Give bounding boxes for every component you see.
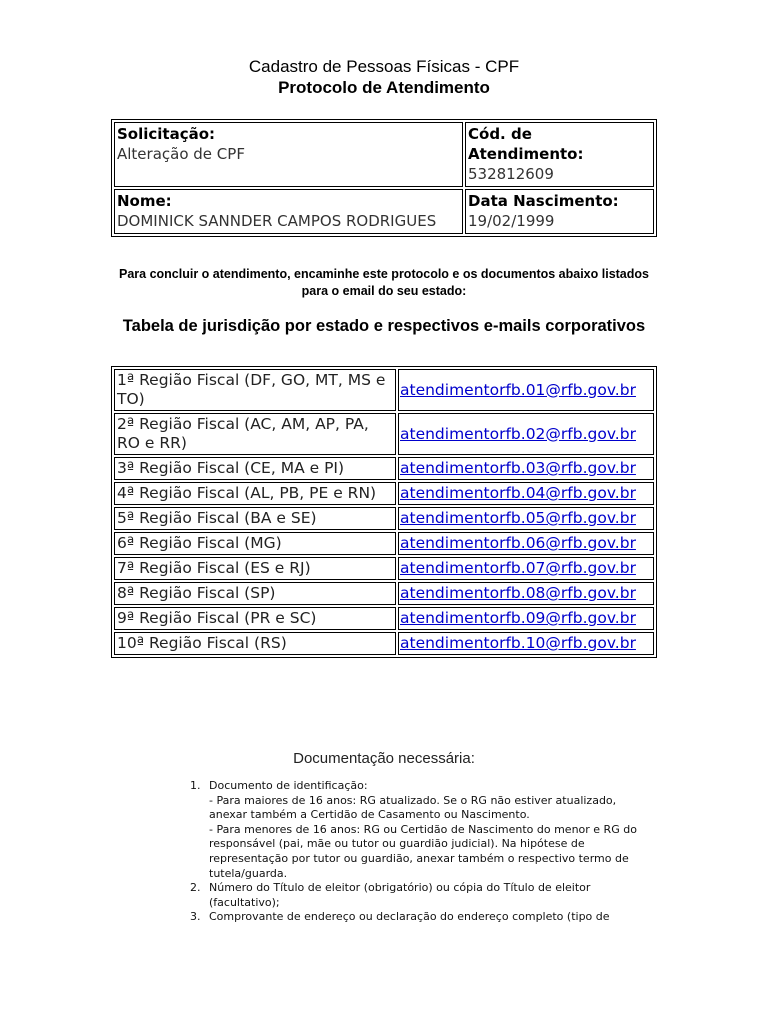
nascimento-value: 19/02/1999 [468,212,555,230]
region-name: 10ª Região Fiscal (RS) [114,632,396,655]
region-email-cell [398,632,654,655]
region-name: 2ª Região Fiscal (AC, AM, AP, PA, RO e RR) [114,413,396,455]
region-name: 8ª Região Fiscal (SP) [114,582,396,605]
region-email-link[interactable]: atendimentorfb.02@rfb.gov.br [400,424,636,443]
region-email-link[interactable]: atendimentorfb.07@rfb.gov.br [400,559,636,577]
region-row [114,369,654,411]
region-row [114,582,654,605]
docs-list [182,779,662,925]
region-email-link[interactable]: atendimentorfb.08@rfb.gov.br [400,584,636,602]
jurisdiction-table-title: Tabela de jurisdição por estado e respectivos e-mails corporativos [122,317,646,335]
docs-item-line: Número do Título de eleitor (obrigatório) ou cópia do Título de eleitor [209,881,591,895]
docs-item-number: 3. [190,910,201,924]
docs-item-line: - Para menores de 16 anos: RG ou Certidão de Nascimento do menor e RG do [209,822,637,836]
docs-item-number: 1. [190,779,201,792]
docs-item-line: Comprovante de endereço ou declaração do endereço completo (tipo de [209,910,610,924]
docs-item [182,779,662,881]
region-row [114,507,654,530]
region-email-cell [398,557,654,580]
region-email-link[interactable]: atendimentorfb.05@rfb.gov.br [400,509,636,527]
region-row [114,457,654,480]
docs-item-line: anexar também a Certidão de Casamento ou Nascimento. [209,808,530,822]
region-name: 7ª Região Fiscal (ES e RJ) [114,557,396,580]
region-email-cell [398,457,654,480]
info-row [114,122,654,187]
solicitacao-cell [114,122,463,187]
docs-item-line: responsável (pai, mãe ou tutor ou guardião judicial). Na hipótese de [209,837,585,851]
jurisdiction-table-body [114,369,654,655]
region-row [114,532,654,555]
region-row [114,482,654,505]
region-name: 9ª Região Fiscal (PR e SC) [114,607,396,630]
region-email-link[interactable]: atendimentorfb.01@rfb.gov.br [400,380,636,399]
nascimento-label: Data Nascimento: [468,192,619,210]
jurisdiction-table [111,366,657,658]
region-email-cell [398,607,654,630]
docs-item [182,881,662,910]
nome-value: DOMINICK SANNDER CAMPOS RODRIGUES [117,212,437,230]
region-row [114,607,654,630]
region-email-link[interactable]: atendimentorfb.06@rfb.gov.br [400,534,636,552]
region-email-cell [398,532,654,555]
docs-item-line: - Para maiores de 16 anos: RG atualizado. Se o RG não estiver atualizado, [209,793,617,807]
docs-item-line: tutela/guarda. [209,866,288,880]
cod-atendimento-label: Cód. de Atendimento: [468,125,584,163]
docs-item-line: Documento de identificação: [209,779,368,792]
docs-title: Documentação necessária: [293,750,475,767]
region-row [114,413,654,455]
region-row [114,632,654,655]
info-row [114,189,654,234]
instructions-text: Para concluir o atendimento, encaminhe este protocolo e os documentos abaixo listados para o email do seu estado: [119,267,649,298]
region-name: 5ª Região Fiscal (BA e SE) [114,507,396,530]
document-header [0,56,768,98]
page-title: Cadastro de Pessoas Físicas - CPF [248,57,520,76]
page-subtitle: Protocolo de Atendimento [278,78,490,97]
region-email-cell [398,582,654,605]
docs-item-number: 2. [190,881,201,895]
solicitacao-label: Solicitação: [117,125,216,143]
docs-item-line: representação por tutor ou guardião, anexar também o respectivo termo de [209,851,629,865]
region-name: 6ª Região Fiscal (MG) [114,532,396,555]
region-email-cell [398,507,654,530]
nome-cell [114,189,463,234]
region-email-link[interactable]: atendimentorfb.09@rfb.gov.br [400,609,636,627]
region-email-cell [398,482,654,505]
docs-item-line: (facultativo); [209,895,280,909]
nascimento-cell [465,189,654,234]
region-email-link[interactable]: atendimentorfb.10@rfb.gov.br [400,634,636,652]
region-name: 4ª Região Fiscal (AL, PB, PE e RN) [114,482,396,505]
cod-atendimento-cell [465,122,654,187]
region-name: 1ª Região Fiscal (DF, GO, MT, MS e TO) [114,369,396,411]
region-email-cell [398,369,654,411]
region-row [114,557,654,580]
region-email-cell [398,413,654,455]
docs-item [182,910,662,925]
nome-label: Nome: [117,192,172,210]
region-email-link[interactable]: atendimentorfb.04@rfb.gov.br [400,484,636,502]
region-email-link[interactable]: atendimentorfb.03@rfb.gov.br [400,459,636,477]
solicitacao-value: Alteração de CPF [117,145,245,163]
protocol-info-table [111,119,657,237]
region-name: 3ª Região Fiscal (CE, MA e PI) [114,457,396,480]
cod-atendimento-value: 532812609 [468,165,554,183]
